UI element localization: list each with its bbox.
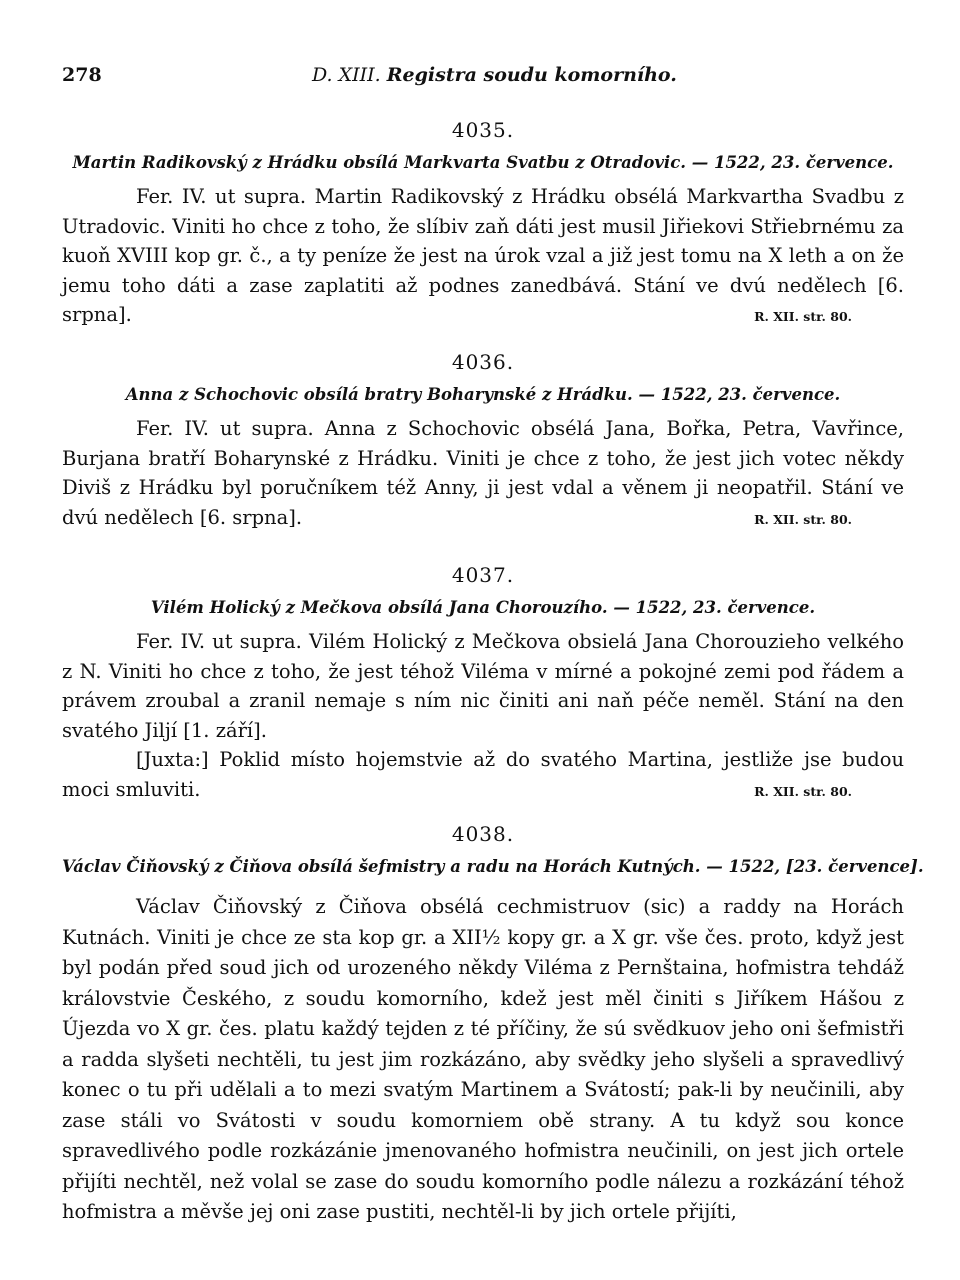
page-number: 278 [62, 64, 102, 86]
entry-text: Václav Čiňovský z Čiňova obsélá cechmistruov (sic) a raddy na Horách Kutnách. Viniti je chce ze sta kop gr. a XII½ kopy gr. a X gr. vše čes. proto, když jest byl podán před soud jich od urozeného někdy Viléma z Pernštaina, hofmistra tehdáž královstvie Českého, z soudu komorního, kdež jest měl činiti s Jiříkem Hášou z Újezda vo X gr. čes. platu každý tejden z té příčiny, že sú svědkuov jeho oni šefmistři a radda slyšeti nechtěli, tu jest jim rozkázáno, aby svědky jeho slyšeli a spravedlivý konec o tu při udělali a to mezi svatým Martinem a Svátostí; pak-li by neučinili, aby zase stáli vo Svátosti v soudu komorniem obě strany. A tu když sou konce spravedlivého podle rozkázánie jmenovaného hofmistra neučinili, on jest jich ortele přijíti nechtěl, než volal se zase do soudu komorního podle nálezu a rozkázání téhož hofmistra a měvše jej oni zase pustiti, nechtěl-li by jich ortele přijíti, [62, 895, 904, 1223]
running-title-name: Registra soudu komorního. [386, 64, 677, 86]
page-header [62, 64, 904, 94]
entry-4038 [62, 822, 924, 1228]
entry-number: 4038. [451, 822, 515, 846]
entry-4035 [62, 118, 904, 332]
source-reference: R. XII. str. 80. [754, 511, 852, 527]
running-title-volume: D. XIII. [312, 64, 381, 86]
entry-text [62, 414, 904, 532]
source-reference: R. XII. str. 80. [754, 309, 852, 324]
entry-4037 [62, 563, 904, 806]
source-reference: R. XII. str. 80. [754, 783, 852, 799]
entry-rubric: Vilém Holický z Mečkova obsílá Jana Chorouzího. — 1522, 23. července. [150, 598, 816, 617]
entry-text-body: Fer. IV. ut supra. Martin Radikovský z Hrádku obsélá Markvartha Svadbu z Utradovic. Viniti ho chce z toho, že slíbiv zaň dáti jest musil Jiřiekovi Střiebrnému za kuoň XVIII kop gr. č., a ty peníze že jest na úrok vzal a již jest tomu na X leth a on že jemu toho dáti a zase zaplatiti až podnes zanedbává. Stání ve dvú nedělech [6. srpna]. [62, 185, 904, 326]
entry-text-continuation [62, 745, 904, 804]
entry-text: Fer. IV. ut supra. Vilém Holický z Mečkova obsielá Jana Chorouzieho velkého z N. Viniti ho chce z toho, že jest téhož Viléma v mírné a pokojné zemi pod řádem a právem zroubal a zranil nemaje s ním nic činiti ani naň péče neměl. Stání na den svatého Jiljí [1. září]. [62, 630, 904, 742]
entry-number: 4036. [451, 350, 515, 374]
entry-number: 4035. [451, 118, 515, 142]
entry-rubric: Martin Radikovský z Hrádku obsílá Markvarta Svatbu z Otradovic. — 1522, 23. července. [72, 153, 894, 172]
entry-number: 4037. [451, 563, 515, 587]
entry-rubric: Václav Čiňovský z Čiňova obsílá šefmistry a radu na Horách Kutných. — 1522, [23. července]. [62, 857, 924, 876]
entry-rubric: Anna z Schochovic obsílá bratry Boharynské z Hrádku. — 1522, 23. července. [125, 385, 841, 404]
entry-text-body: Fer. IV. ut supra. Anna z Schochovic obsélá Jana, Bořka, Petra, Vavřince, Burjana bratří Boharynské z Hrádku. Viniti je chce z toho, že jest jich votec někdy Diviš z Hrádku byl poručníkem též Anny, ji jest vdal a věnem ji neopatřil. Stání ve dvú nedělech [6. srpna]. [62, 417, 904, 529]
entry-4036 [62, 350, 904, 534]
running-title [312, 64, 677, 86]
entry-text [62, 182, 904, 330]
entry-text-body: [Juxta:] Poklid místo hojemstvie až do svatého Martina, jestliže jse budou moci smluviti. [62, 748, 904, 801]
